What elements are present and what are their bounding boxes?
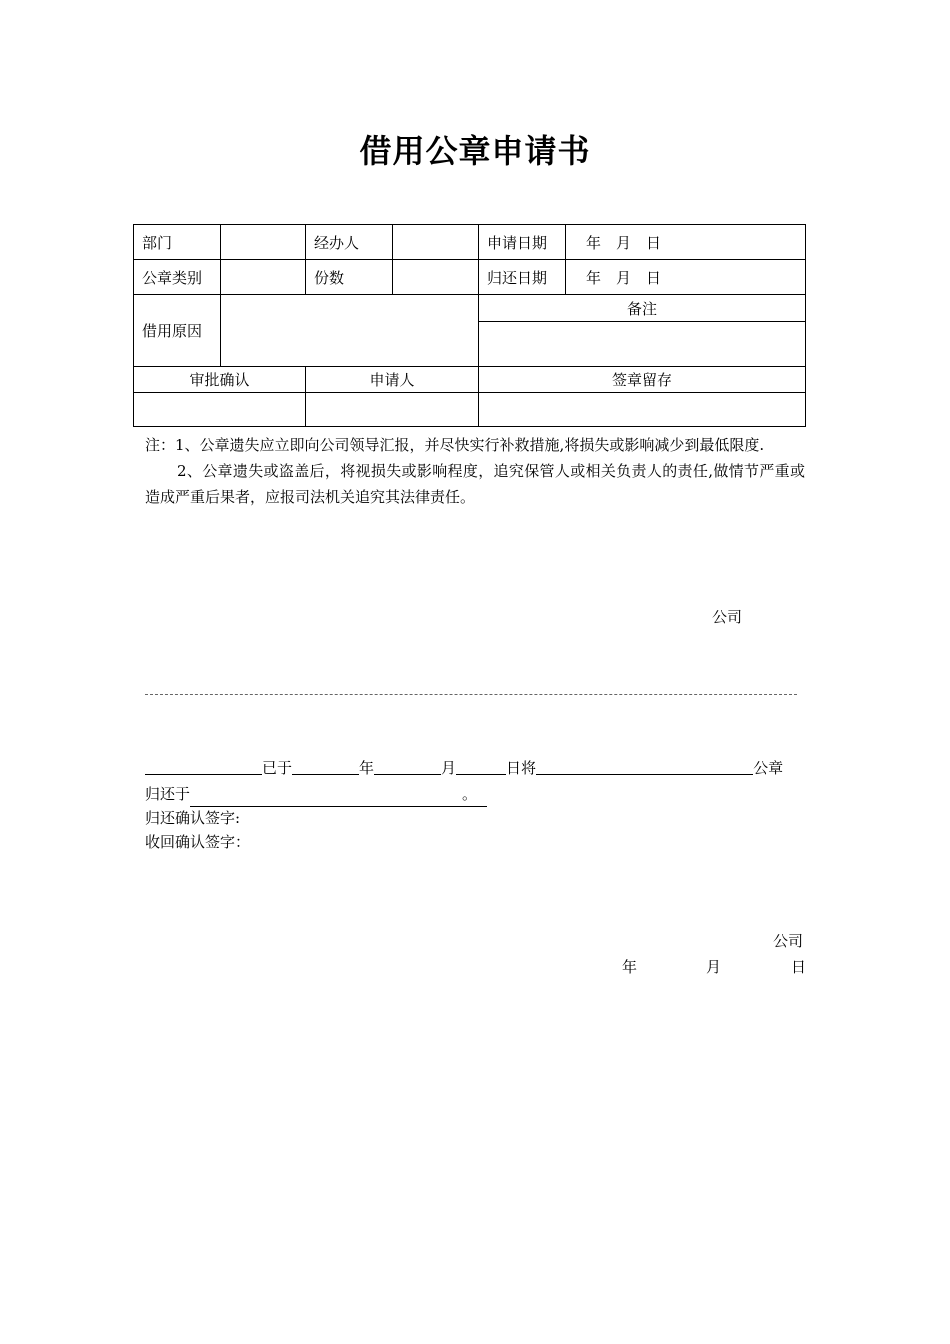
tear-off-line bbox=[145, 694, 797, 695]
note-2: 2、公章遗失或盗盖后，将视损失或影响程度，追究保管人或相关负责人的责任,做情节严重或造成严重后果者，应报司法机关追究其法律责任。 bbox=[145, 462, 805, 506]
return-to-blank[interactable]: 。 bbox=[190, 782, 487, 807]
company-label-bottom: 公司 bbox=[773, 932, 804, 950]
seal-retain-field[interactable] bbox=[479, 393, 806, 427]
approval-label: 审批确认 bbox=[134, 367, 306, 393]
return-date-field[interactable]: 年 月 日 bbox=[566, 260, 806, 295]
handler-field[interactable] bbox=[393, 225, 479, 260]
month-blank[interactable] bbox=[374, 756, 441, 775]
seal-application-table bbox=[133, 224, 806, 427]
seal-retain-label: 签章留存 bbox=[479, 367, 806, 393]
handler-label: 经办人 bbox=[306, 225, 393, 260]
apply-date-field[interactable]: 年 月 日 bbox=[566, 225, 806, 260]
year-text: 年 bbox=[359, 759, 375, 777]
date-day: 日 bbox=[791, 958, 807, 976]
notes-section bbox=[145, 432, 805, 510]
copies-field[interactable] bbox=[393, 260, 479, 295]
seal-type-field[interactable] bbox=[221, 260, 306, 295]
date-year: 年 bbox=[622, 958, 638, 976]
borrower-blank[interactable] bbox=[145, 756, 262, 775]
seal-text: 公章 bbox=[753, 759, 784, 777]
year-blank[interactable] bbox=[292, 756, 359, 775]
apply-date-label: 申请日期 bbox=[479, 225, 566, 260]
already-on-text: 已于 bbox=[262, 759, 293, 777]
return-to-line bbox=[145, 782, 487, 807]
return-sign-line: 归还确认签字: bbox=[145, 809, 241, 827]
return-date-label: 归还日期 bbox=[479, 260, 566, 295]
applicant-label: 申请人 bbox=[306, 367, 479, 393]
reason-label: 借用原因 bbox=[134, 295, 221, 367]
return-to-text: 归还于 bbox=[145, 785, 191, 803]
day-will-text: 日将 bbox=[506, 759, 537, 777]
date-month: 月 bbox=[706, 958, 722, 976]
dept-field[interactable] bbox=[221, 225, 306, 260]
receipt-fill-line bbox=[145, 756, 805, 780]
reason-field[interactable] bbox=[221, 295, 479, 367]
dept-label: 部门 bbox=[134, 225, 221, 260]
remark-field[interactable] bbox=[479, 322, 806, 367]
seal-name-blank[interactable] bbox=[536, 756, 753, 775]
note-1: 注：1、公章遗失应立即向公司领导汇报，并尽快实行补救措施,将损失或影响减少到最低限度. bbox=[145, 436, 765, 454]
seal-type-label: 公章类别 bbox=[134, 260, 221, 295]
company-label: 公司 bbox=[712, 608, 743, 626]
applicant-field[interactable] bbox=[306, 393, 479, 427]
month-text: 月 bbox=[441, 759, 457, 777]
approval-field[interactable] bbox=[134, 393, 306, 427]
copies-label: 份数 bbox=[306, 260, 393, 295]
day-blank[interactable] bbox=[456, 756, 506, 775]
document-title: 借用公章申请书 bbox=[359, 132, 591, 170]
remark-label: 备注 bbox=[479, 295, 806, 322]
receive-sign-line: 收回确认签字： bbox=[145, 833, 251, 851]
